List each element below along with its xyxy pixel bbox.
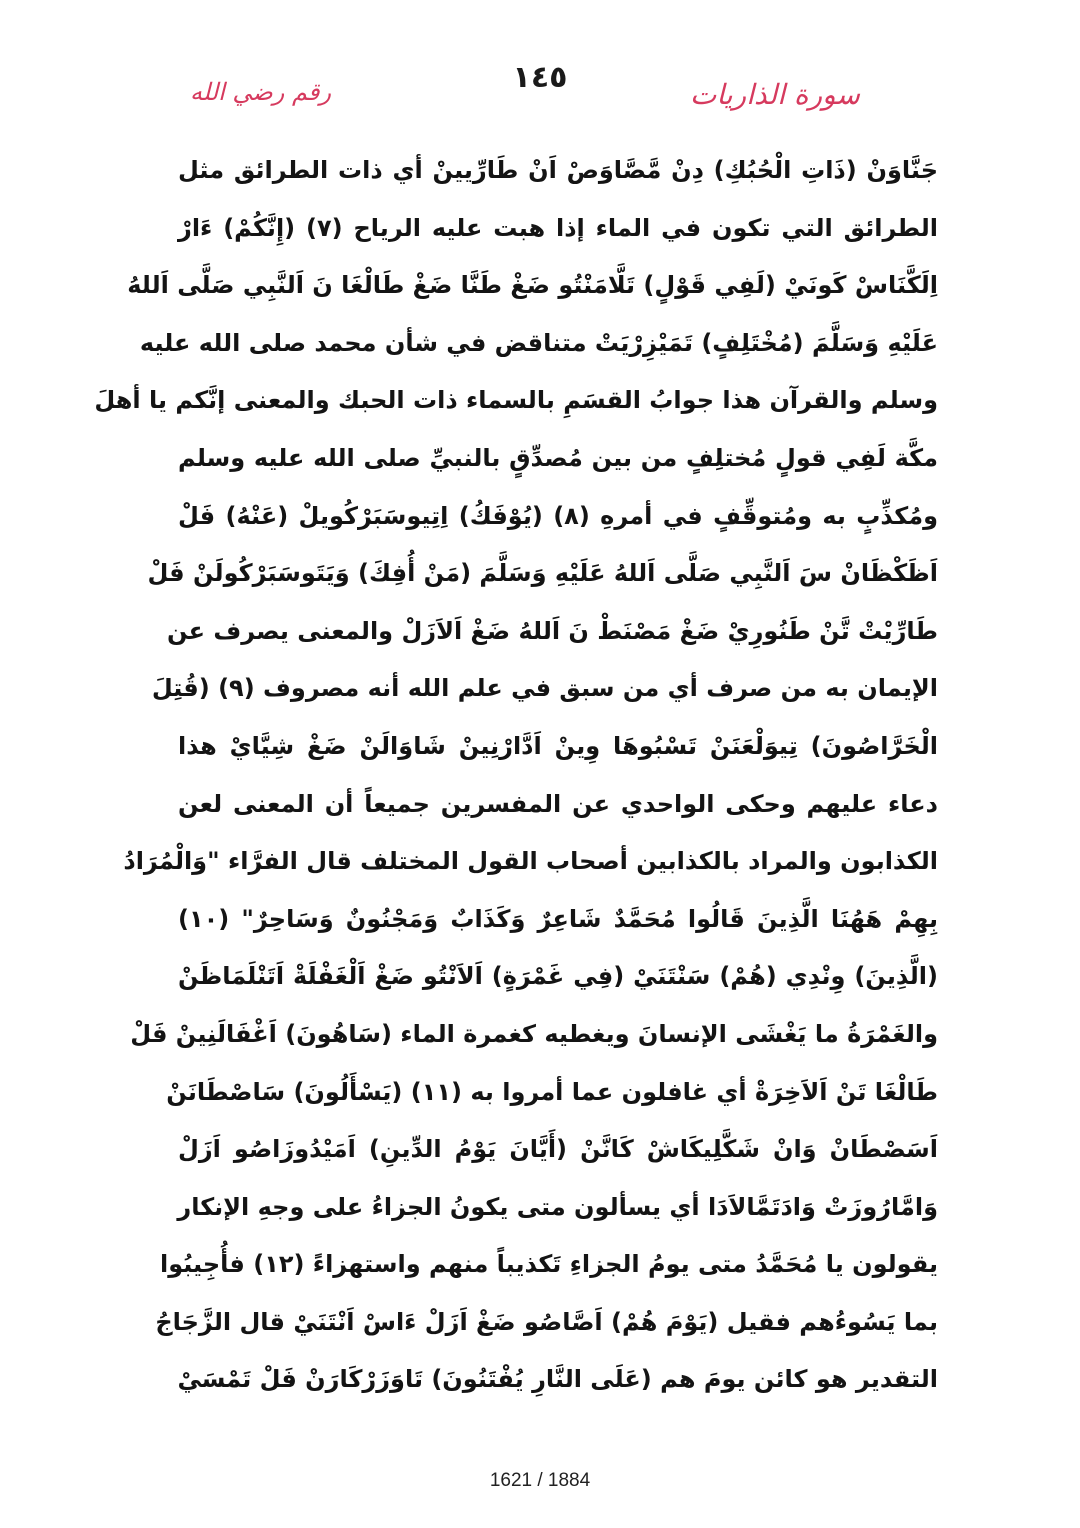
text-line: الكذابون والمراد بالكذابين أصحاب القول المختلف قال الفرَّاء "وَالْمُرَادُ (123, 847, 938, 876)
handwritten-margin-note: رقم رضي الله (190, 78, 332, 106)
text-line: ومُكذِّبٍ به ومُتوقِّفٍ في أمرهِ (٨) (يُوْفَكُ) اِتِيوسَبَرْكُويلْ (عَنْهُ) فَلْ (178, 501, 939, 530)
text-line: وَامَّارُوزَتْ وَادَتَمَّالاَدَا أي يسألون متى يكونُ الجزاءُ على وجهِ الإنكار (177, 1192, 938, 1221)
text-line: بِهِمْ هَهُنَا الَّذِينَ قَالُوا مُحَمَّدٌ شَاعِرٌ وَكَذَابٌ وَمَجْنُونٌ وَسَاحِرٌ" (١٠) (178, 904, 938, 933)
text-line: (الَّذِينَ) وِنْدِي (هُمْ) سَنْتَنَيْ (فِي غَمْرَةٍ) اَلاَنْتُو ضَغْ اَلْغَفْلَةْ اَتَنْلَمَاظَنْ (178, 962, 938, 991)
text-line: اِلَكَّنَاسْ كَونَيْ (لَفِي قَوْلٍ) تَلَّامَنْتُو ضَغْ طَنَّا ضَغْ طَالْغَا نَ اَلنَّبِي صَلَّى اَللهُ (127, 271, 938, 300)
text-line: الْخَرَّاصُونَ) تِيوَلْعَنَنْ تَسْبُوهَا وِينْ اَدَّارْنِينْ شَاوَالَنْ ضَغْ شِيَّايْ هذا (178, 731, 938, 760)
text-line: يقولون يا مُحَمَّدُ متى يومُ الجزاءِ تَكذيباً منهم واستهزاءً (١٢) فأُجِيبُوا (159, 1250, 938, 1279)
page-number: ١٤٥ (512, 60, 568, 95)
text-line: اَسَصْطَانْ وَانْ شَكَّلِيكَاشْ كَانَّنْ (أَيَّانَ يَوْمُ الدِّينِ) اَمَيْدُوزَاصُو اَزَلْ (178, 1135, 938, 1164)
text-line: التقدير هو كائن يومَ هم (عَلَى النَّارِ يُفْتَنُونَ) تَاوَزَرْكَارَنْ فَلْ تَمْسَيْ (177, 1365, 938, 1394)
page-counter: 1621 / 1884 (489, 1470, 591, 1491)
text-line: جَنَّاوَنْ (ذَاتِ الْحُبُكِ) دِنْ مَّصَّاوَصْ اَنْ طَارِّيينْ أي ذات الطرائق مثل (178, 156, 938, 184)
handwritten-surah-title: سورة الذاريات (690, 78, 861, 111)
text-line: الطرائق التي تكون في الماء إذا هبت عليه الرياح (٧) (إِنَّكُمْ) ءَارْ (178, 213, 939, 242)
text-line: عَلَيْهِ وَسَلَّمَ (مُخْتَلِفٍ) تَمَيْزِرْيَتْ متناقض في شأن محمد صلى الله عليه (139, 328, 938, 357)
text-line: بما يَسُوءُهم فقيل (يَوْمَ هُمْ) اَصَّاصُو ضَغْ اَزَلْ ءَاسْ اَنْتَنَيْ قال الزَّجَاجُ (155, 1307, 938, 1336)
text-line: اَظَكْظَانْ سَ اَلنَّبِي صَلَّى اَللهُ عَلَيْهِ وَسَلَّمَ (مَنْ أُفِكَ) وَيَتَوسَبَرْكُولَنْ فَلْ (147, 559, 938, 588)
text-line: طَارِّيْتْ تَّنْ طَنُورِيْ ضَغْ مَصْنَطْ نَ اَللهُ ضَغْ اَلاَزَلْ والمعنى يصرف عن (167, 616, 938, 645)
text-line: دعاء عليهم وحكى الواحدي عن المفسرين جميعاً أن المعنى لعن (178, 789, 938, 818)
text-line: الإيمان به من صرف أي من سبق في علم الله أنه مصروف (٩) (قُتِلَ (151, 674, 938, 703)
page-body-text (94, 142, 939, 1409)
text-line: طَالْغَا تَنْ اَلاَخِرَةْ أي غافلون عما أمروا به (١١) (يَسْأَلُونَ) سَاصْطَانَنْ (166, 1077, 938, 1106)
text-line: مكَّة لَفِي قولٍ مُختلِفٍ من بين مُصدِّقٍ بالنبيِّ صلى الله عليه وسلم (178, 443, 938, 472)
text-line: وسلم والقرآن هذا جوابُ القسَمِ بالسماء ذات الحبك والمعنى إنَّكم يا أهلَ (94, 386, 938, 415)
text-line: والغَمْرَةُ ما يَغْشَى الإنسانَ ويغطيه كغمرة الماء (سَاهُونَ) اَغْفَالَنِينْ فَلْ (130, 1019, 938, 1048)
